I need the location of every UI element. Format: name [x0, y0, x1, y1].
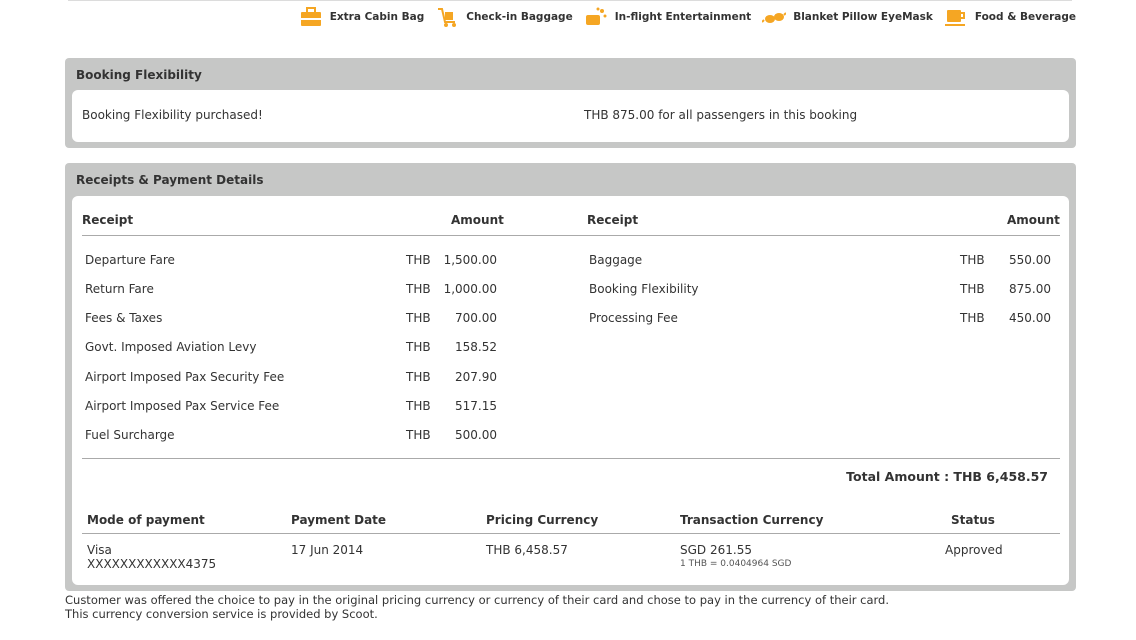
- pricing-currency-header: Pricing Currency: [486, 513, 599, 527]
- payment-mode-header: Mode of payment: [87, 513, 205, 527]
- footnote-line-2: This currency conversion service is provided by Scoot.: [65, 607, 378, 621]
- payment-mode: [87, 543, 216, 571]
- luggage-cart-icon: [434, 5, 460, 29]
- receipt-item-currency: THB: [406, 282, 431, 296]
- amenities-legend: [288, 4, 1076, 30]
- payment-card-number: XXXXXXXXXXXX4375: [87, 557, 217, 571]
- receipt-header-right: Receipt: [587, 213, 639, 227]
- entertainment-icon: [583, 5, 609, 29]
- receipt-item-booking-flexibility: Booking Flexibility: [589, 282, 699, 296]
- receipt-item-service-fee: Airport Imposed Pax Service Fee: [85, 399, 280, 413]
- receipt-item-amount: 500.00: [455, 428, 497, 442]
- receipt-item-currency: THB: [960, 282, 985, 296]
- receipt-item-return-fare: Return Fare: [85, 282, 154, 296]
- transaction-currency-value: SGD 261.55: [680, 543, 752, 557]
- receipt-item-fees-taxes: Fees & Taxes: [85, 311, 163, 325]
- receipt-item-amount: 450.00: [1009, 311, 1051, 325]
- amenity-blanket-pillow-eyemask: [761, 5, 933, 29]
- header-divider: [82, 235, 1060, 236]
- receipt-item-currency: THB: [406, 399, 431, 413]
- amenity-label: Check-in Baggage: [466, 11, 573, 23]
- amenity-label: Food & Beverage: [974, 11, 1076, 23]
- currency-footnote: [65, 593, 889, 621]
- receipt-item-currency: THB: [406, 253, 431, 267]
- receipt-item-security-fee: Airport Imposed Pax Security Fee: [85, 370, 285, 384]
- amenity-inflight-entertainment: [583, 5, 752, 29]
- booking-flexibility-body: [72, 90, 1069, 142]
- booking-flexibility-status: Booking Flexibility purchased!: [82, 108, 263, 122]
- amenity-check-in-baggage: [434, 5, 572, 29]
- receipt-item-amount: 550.00: [1009, 253, 1051, 267]
- payment-status: Approved: [945, 543, 1003, 557]
- receipt-item-amount: 207.90: [455, 370, 497, 384]
- receipt-item-processing-fee: Processing Fee: [589, 311, 678, 325]
- receipts-body: [72, 196, 1069, 585]
- receipt-item-currency: THB: [960, 311, 985, 325]
- exchange-rate: 1 THB = 0.0404964 SGD: [680, 559, 792, 569]
- amount-header-right: Amount: [1007, 213, 1060, 227]
- receipt-item-currency: THB: [406, 428, 431, 442]
- receipt-item-amount: 875.00: [1009, 282, 1051, 296]
- amenity-label: In-flight Entertainment: [614, 11, 752, 23]
- receipt-item-baggage: Baggage: [589, 253, 643, 267]
- amenity-label: Extra Cabin Bag: [329, 11, 425, 23]
- amenity-food-beverage: [943, 5, 1076, 29]
- amenity-extra-cabin-bag: [298, 5, 425, 29]
- payment-card-type: Visa: [87, 543, 112, 557]
- payment-date: 17 Jun 2014: [291, 543, 364, 557]
- receipt-item-currency: THB: [960, 253, 985, 267]
- receipts-title: Receipts & Payment Details: [76, 173, 264, 187]
- booking-flexibility-title: Booking Flexibility: [76, 68, 202, 82]
- receipt-item-currency: THB: [406, 370, 431, 384]
- booking-flexibility-panel: [65, 58, 1076, 148]
- suitcase-icon: [298, 5, 324, 29]
- receipt-header-left: Receipt: [82, 213, 134, 227]
- status-header: Status: [951, 513, 995, 527]
- transaction-currency: [680, 543, 791, 571]
- payment-date-header: Payment Date: [291, 513, 387, 527]
- transaction-currency-header: Transaction Currency: [680, 513, 824, 527]
- receipt-item-currency: THB: [406, 340, 431, 354]
- receipt-item-currency: THB: [406, 311, 431, 325]
- receipt-item-departure-fare: Departure Fare: [85, 253, 175, 267]
- receipt-item-fuel-surcharge: Fuel Surcharge: [85, 428, 175, 442]
- pricing-currency-value: THB 6,458.57: [486, 543, 568, 557]
- top-divider: [68, 0, 1072, 1]
- amenity-label: Blanket Pillow EyeMask: [793, 11, 933, 23]
- booking-flexibility-price: THB 875.00 for all passengers in this booking: [584, 108, 858, 122]
- receipt-item-amount: 158.52: [455, 340, 497, 354]
- cup-icon: [943, 5, 969, 29]
- total-amount: Total Amount : THB 6,458.57: [846, 469, 1048, 484]
- footnote-line-1: Customer was offered the choice to pay in the original pricing currency or currency of their card and chose to pay in the currency of their card.: [65, 593, 890, 607]
- receipts-panel: [65, 163, 1076, 591]
- receipt-item-amount: 700.00: [455, 311, 497, 325]
- items-divider: [82, 458, 1060, 459]
- amount-header-left: Amount: [451, 213, 504, 227]
- receipt-item-amount: 1,000.00: [443, 282, 497, 296]
- receipt-item-amount: 1,500.00: [443, 253, 497, 267]
- payment-header-divider: [82, 533, 1060, 534]
- receipt-item-aviation-levy: Govt. Imposed Aviation Levy: [85, 340, 257, 354]
- eyemask-icon: [761, 5, 787, 29]
- receipt-item-amount: 517.15: [455, 399, 497, 413]
